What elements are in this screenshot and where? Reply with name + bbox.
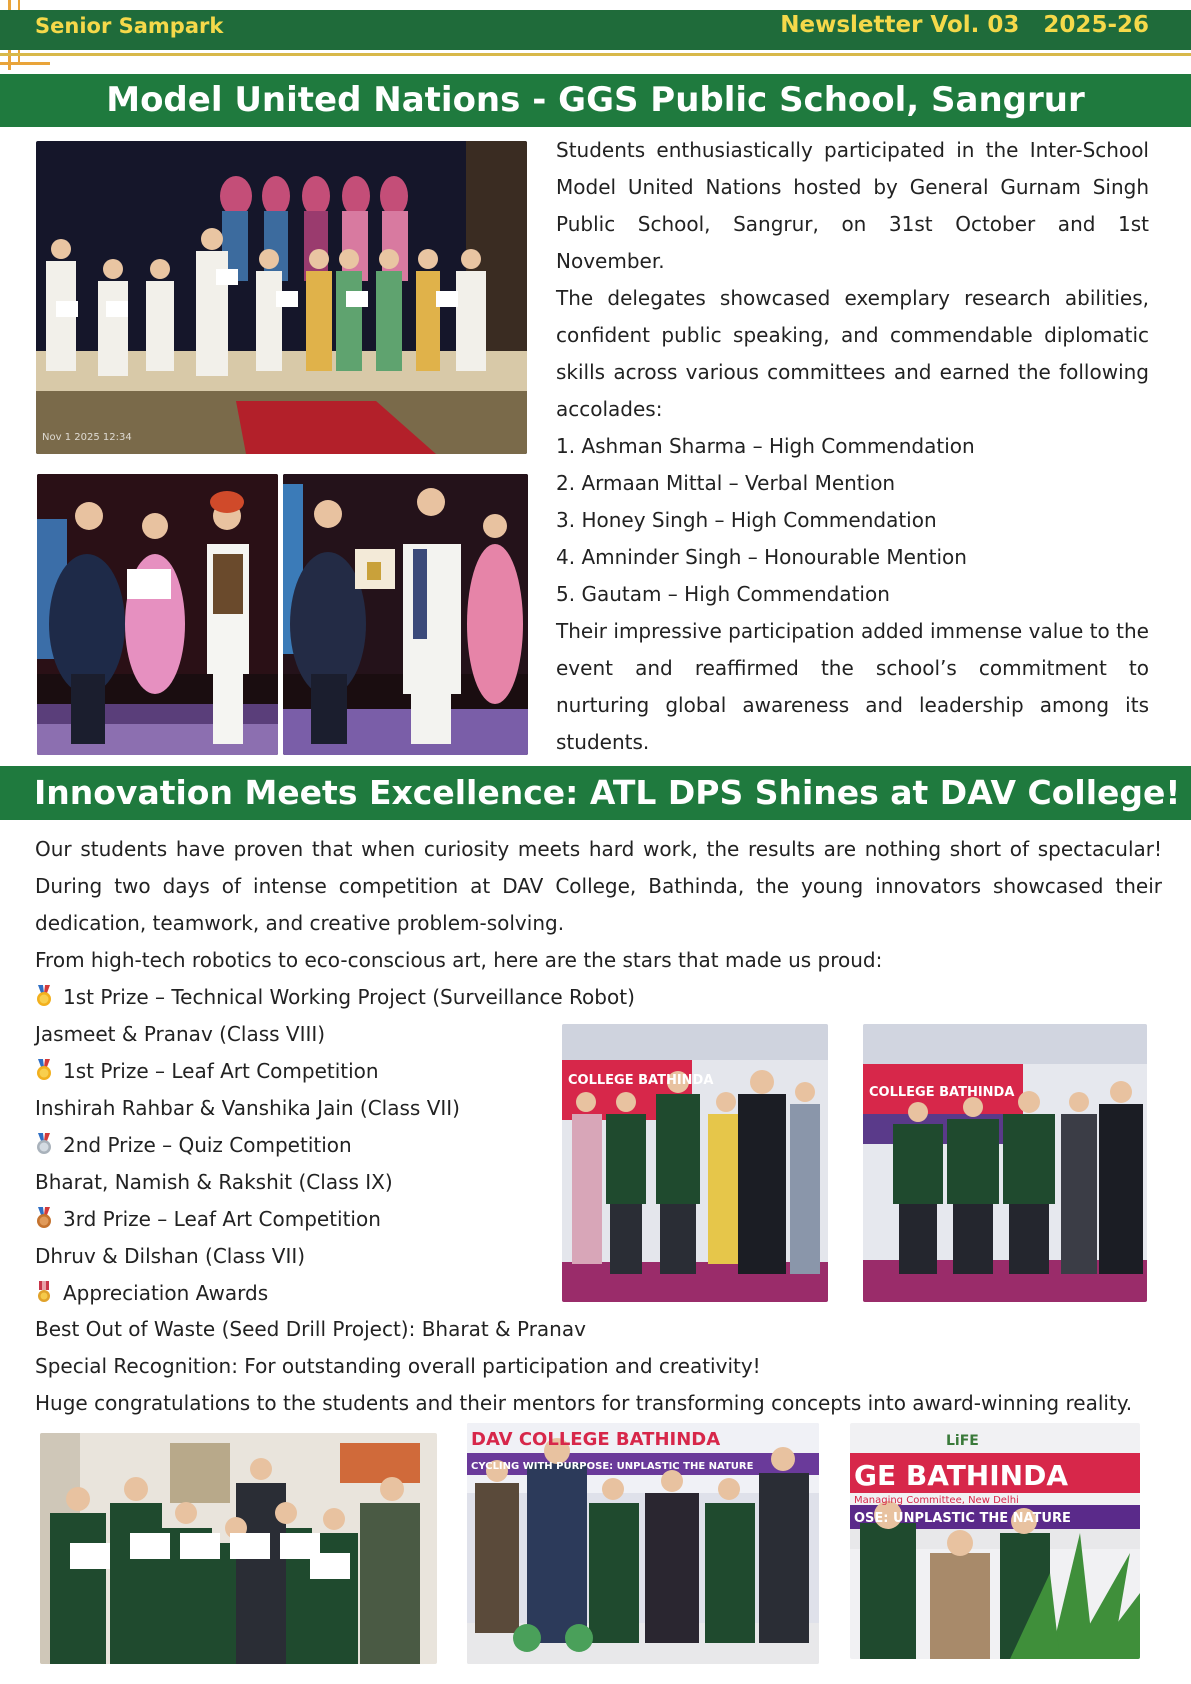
header-divider — [0, 53, 1191, 56]
newsletter-name: Senior Sampark — [35, 14, 224, 38]
banner-text: DAV COLLEGE BATHINDA — [471, 1429, 721, 1450]
silver-medal-icon — [35, 1133, 53, 1155]
corner-ornament-horizontal — [0, 62, 50, 65]
prize-title-text: 2nd Prize – Quiz Competition — [63, 1133, 352, 1157]
prize-title — [35, 1127, 595, 1164]
prize-title-text: 1st Prize – Technical Working Project (Surveillance Robot) — [63, 985, 635, 1009]
dav-group-photo-1 — [562, 1024, 828, 1302]
prize-winners: Inshirah Rahbar & Vanshika Jain (Class VII) — [35, 1096, 460, 1120]
prize-title — [35, 1201, 595, 1238]
accolade-item: 2. Armaan Mittal – Verbal Mention — [556, 471, 896, 495]
accolade-item: 4. Amninder Singh – Honourable Mention — [556, 545, 967, 569]
gold-medal-icon — [35, 985, 53, 1007]
atl-closing-line: Huge congratulations to the students and their mentors for transforming concepts into award-winning reality. — [35, 1391, 1133, 1415]
mun-award-photo-1 — [37, 474, 278, 755]
section-title-mun: Model United Nations - GGS Public School, Sangrur — [106, 80, 1085, 120]
atl-students-photo — [40, 1433, 437, 1664]
mun-closing-paragraph: Their impressive participation added immense value to the event and reaffirmed the school’s commitment to nurturing global awareness and leadership among its students. — [556, 619, 1149, 754]
appreciation-line: Special Recognition: For outstanding overall participation and creativity! — [35, 1354, 761, 1378]
accolade-item: 5. Gautam – High Commendation — [556, 582, 890, 606]
banner-text: COLLEGE BATHINDA — [869, 1085, 1015, 1100]
banner-text: GE BATHINDA — [854, 1459, 1068, 1492]
accolade-item: 1. Ashman Sharma – High Commendation — [556, 434, 975, 458]
atl-intro-paragraph: Our students have proven that when curiosity meets hard work, the results are nothing short of spectacular! During two days of intense competition at DAV College, Bathinda, the young innovators showcased their dedication, teamwork, and creative problem-solving. — [35, 837, 1162, 935]
mun-award-photo-2 — [283, 474, 528, 755]
mun-accolades-list — [556, 428, 1156, 613]
prize-winners: Bharat, Namish & Rakshit (Class IX) — [35, 1170, 393, 1194]
appreciation-title — [35, 1275, 595, 1312]
dav-stage-photo — [467, 1423, 819, 1664]
banner-text: CYCLING WITH PURPOSE: UNPLASTIC THE NATURE — [471, 1461, 754, 1472]
appreciation-line: Best Out of Waste (Seed Drill Project): Bharat & Pranav — [35, 1317, 586, 1341]
prize-winners: Jasmeet & Pranav (Class VIII) — [35, 1022, 326, 1046]
mun-intro-paragraph: Students enthusiastically participated in the Inter-School Model United Nations hosted by General Gurnam Singh Public School, Sangrur, on 31st October and 1st November. — [556, 138, 1149, 273]
prize-title-text: 1st Prize – Leaf Art Competition — [63, 1059, 379, 1083]
prize-title-text: 3rd Prize – Leaf Art Competition — [63, 1207, 381, 1231]
banner-text: OSE: UNPLASTIC THE NATURE — [854, 1511, 1071, 1526]
accolade-item: 3. Honey Singh – High Commendation — [556, 508, 937, 532]
banner-text: LiFE — [946, 1433, 979, 1449]
dav-banner-photo — [850, 1423, 1140, 1659]
prize-title — [35, 1053, 595, 1090]
banner-text: Managing Committee, New Delhi — [854, 1495, 1019, 1506]
photo-timestamp: Nov 1 2025 12:34 — [42, 432, 132, 443]
newsletter-volume: Newsletter Vol. 03 2025-26 — [780, 12, 1149, 38]
banner-text: COLLEGE BATHINDA — [568, 1073, 714, 1088]
gold-medal-icon — [35, 1059, 53, 1081]
dav-group-photo-2 — [863, 1024, 1147, 1302]
bronze-medal-icon — [35, 1207, 53, 1229]
atl-prize-list — [35, 979, 635, 1312]
section-title-atl: Innovation Meets Excellence: ATL DPS Shines at DAV College! — [34, 773, 1181, 812]
mun-group-photo — [36, 141, 527, 454]
mun-delegates-paragraph: The delegates showcased exemplary research abilities, confident public speaking, and commendable diplomatic skills across various committees and earned the following accolades: — [556, 286, 1149, 421]
atl-lead-line: From high-tech robotics to eco-conscious art, here are the stars that made us proud: — [35, 948, 883, 972]
prize-title — [35, 979, 635, 1016]
appreciation-title-text: Appreciation Awards — [63, 1281, 269, 1305]
prize-winners: Dhruv & Dilshan (Class VII) — [35, 1244, 306, 1268]
military-medal-icon — [35, 1281, 53, 1303]
